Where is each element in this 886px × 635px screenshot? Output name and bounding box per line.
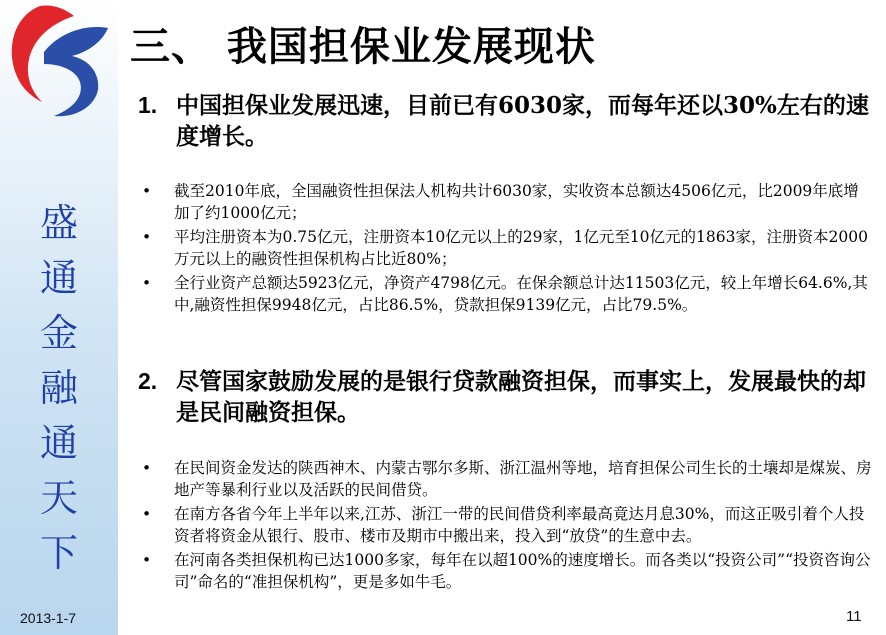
bullet-item: • 在河南各类担保机构已达1000多家，每年在以超100%的速度增长。而各类以“投资公司”“投资咨询公司”命名的“准担保机构”，更是多如牛毛。 — [140, 549, 872, 593]
section-1-bullets — [140, 180, 872, 318]
section-heading-2 — [138, 366, 878, 428]
slogan-char: 下 — [39, 531, 78, 575]
bullet-item: • 在南方各省今年上半年以来,江苏、浙江一带的民间借贷利率最高竟达月息30%，而这正吸引着个人投资者将资金从银行、股市、楼市及期市中搬出来，投入到“放贷”的生意中去。 — [140, 503, 872, 547]
slogan-char: 盛 — [39, 201, 78, 245]
slide-date: 2013-1-7 — [20, 610, 77, 626]
section-number: 2. — [138, 368, 158, 394]
section-number: 1. — [138, 92, 158, 118]
slogan-char: 通 — [39, 256, 78, 300]
slogan-char: 融 — [39, 366, 78, 410]
page-number: 11 — [846, 608, 862, 625]
bullet-item: • 全行业资产总额达5923亿元，净资产4798亿元。在保余额总计达11503亿元，较上年增长64.6%,其中,融资性担保9948亿元，占比86.5%，贷款担保9139亿元，占比79.5%。 — [140, 272, 872, 316]
section-2-bullets — [140, 457, 872, 595]
section-heading-1 — [138, 90, 878, 152]
bullet-item: • 截至2010年底，全国融资性担保法人机构共计6030家，实收资本总额达4506亿元，比2009年底增加了约1000亿元； — [140, 180, 872, 224]
bullet-item: • 平均注册资本为0.75亿元，注册资本10亿元以上的29家，1亿元至10亿元的1863家，注册资本2000万元以上的融资性担保机构占比近80%； — [140, 226, 872, 270]
bullet-item: • 在民间资金发达的陕西神木、内蒙古鄂尔多斯、浙江温州等地，培育担保公司生长的土壤却是煤炭、房地产等暴利行业以及活跃的民间借贷。 — [140, 457, 872, 501]
slogan-char: 通 — [39, 421, 78, 465]
sidebar — [0, 0, 118, 635]
slogan-char: 金 — [39, 311, 78, 355]
section-heading-text: 中国担保业发展迅速，目前已有6030家，而每年还以30%左右的速度增长。 — [176, 92, 869, 150]
slogan — [0, 196, 118, 581]
company-logo-icon — [4, 2, 112, 120]
slide-title: 三、 我国担保业发展现状 — [130, 23, 596, 70]
slogan-char: 天 — [39, 476, 78, 520]
section-heading-text: 尽管国家鼓励发展的是银行贷款融资担保，而事实上，发展最快的却是民间融资担保。 — [176, 368, 866, 426]
